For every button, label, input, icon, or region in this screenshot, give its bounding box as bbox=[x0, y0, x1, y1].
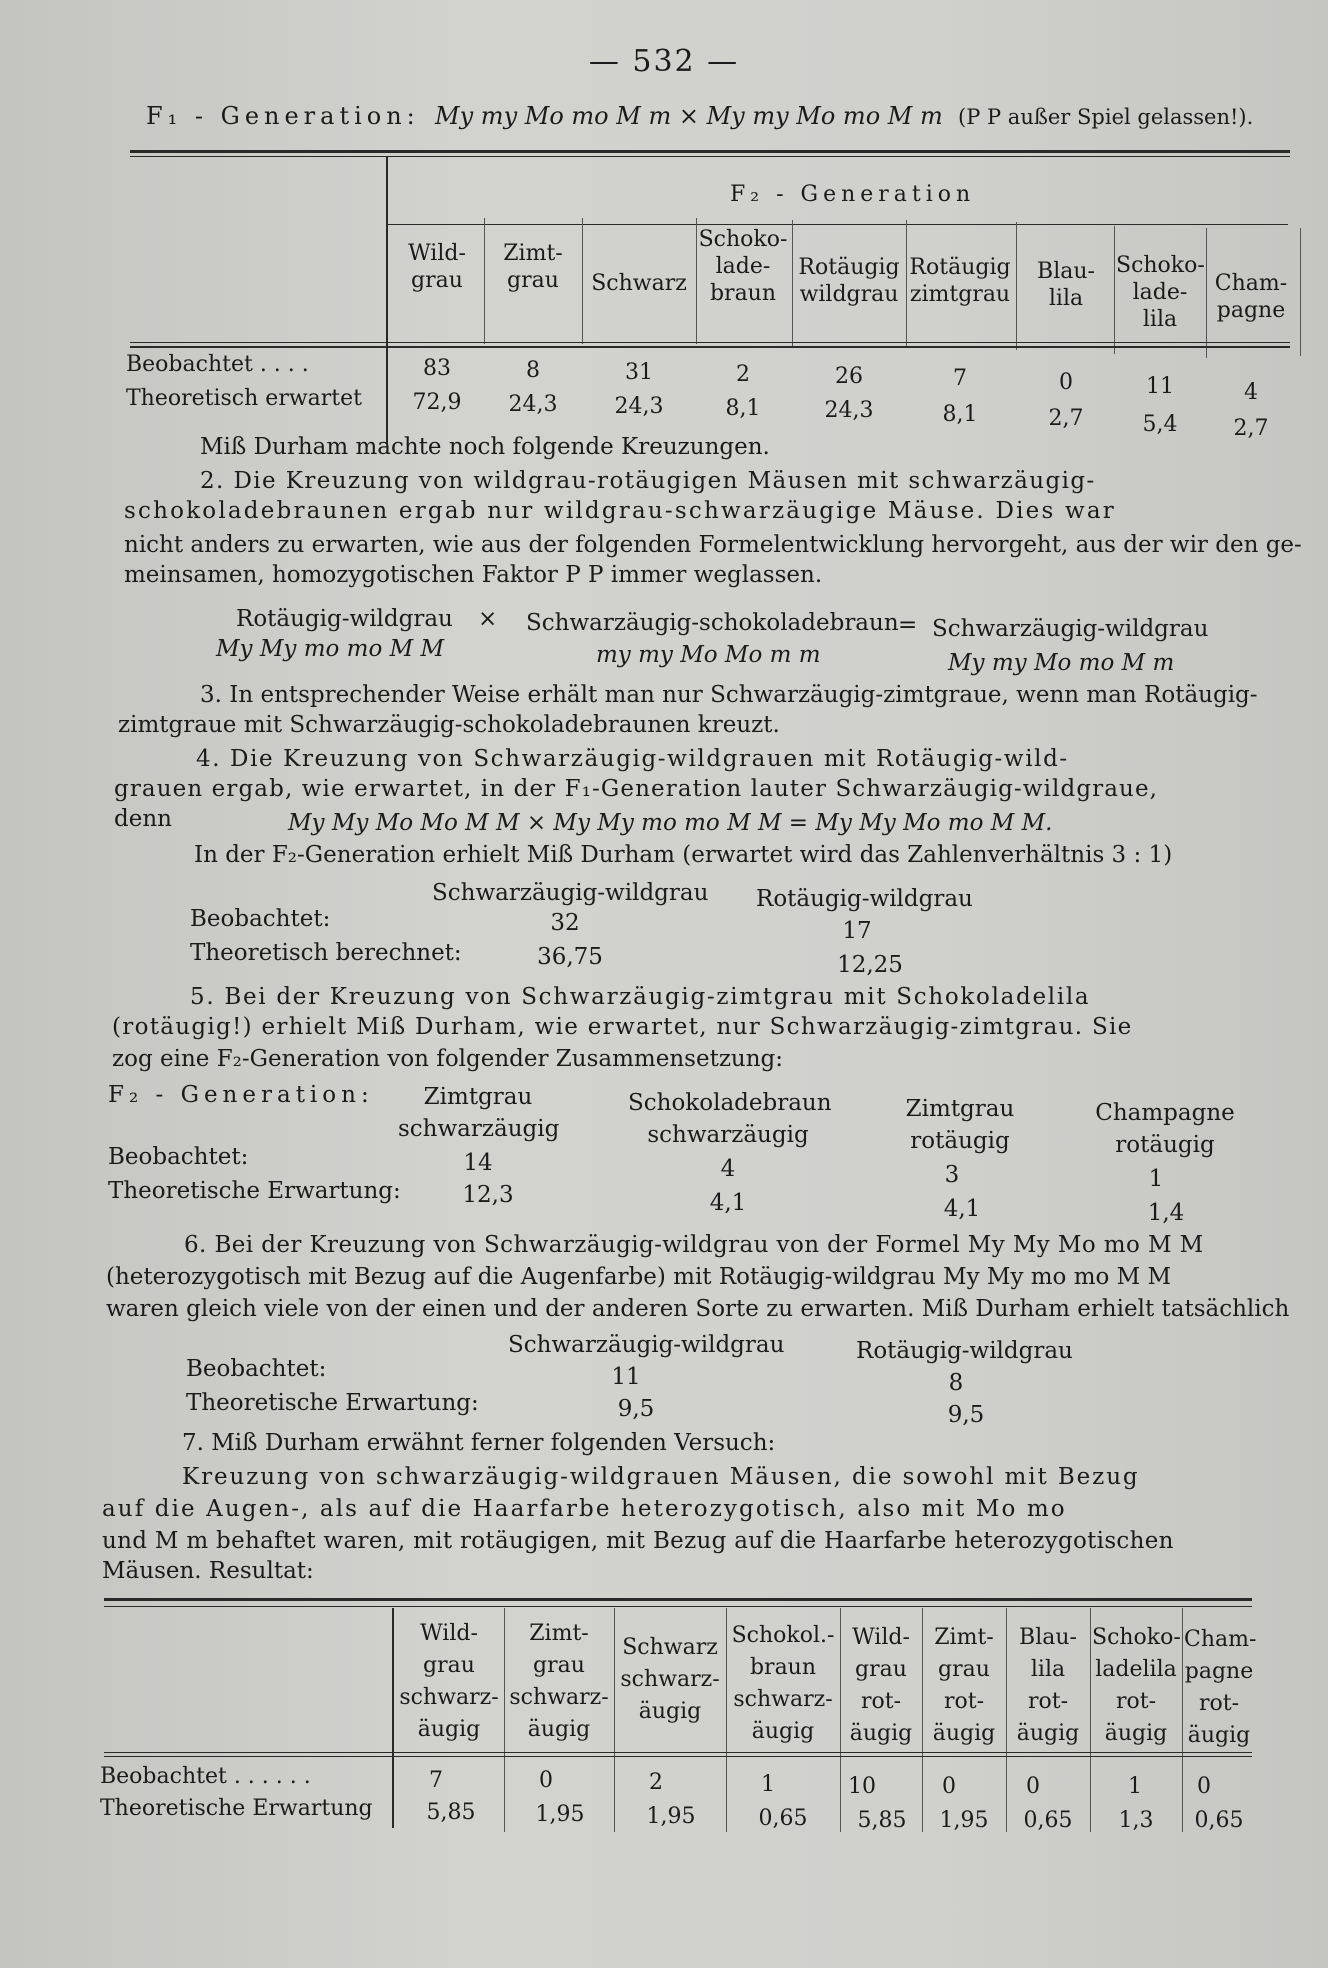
text-line: (rotäugig!) erhielt Miß Durham, wie erwartet, nur Schwarzäugig-zimtgrau. Sie bbox=[112, 1014, 1133, 1040]
text-line: In der F₂-Generation erhielt Miß Durham (erwartet wird das Zahlenverhältnis 3 : 1) bbox=[194, 842, 1173, 868]
table-cell: 1 bbox=[1128, 1774, 1142, 1799]
column-header: Wild-grau bbox=[408, 241, 466, 293]
table-cell: 5,85 bbox=[857, 1808, 907, 1833]
table-cell: 2 bbox=[649, 1770, 663, 1795]
table-cell: 0 bbox=[539, 1768, 553, 1793]
cross-formula-term: my my Mo Mo m m bbox=[596, 642, 821, 668]
table-cell: 8,1 bbox=[725, 396, 761, 421]
header-line: pagne bbox=[1184, 1659, 1254, 1684]
text-line: Mäusen. Resultat: bbox=[102, 1558, 314, 1584]
header-line: schwarz- bbox=[509, 1685, 609, 1710]
header-line: schwarz- bbox=[733, 1687, 833, 1712]
cross-formula-term: My my Mo mo M m bbox=[948, 650, 1175, 676]
f1-label: F₁ - Generation: bbox=[146, 102, 420, 130]
header-line: Blau- bbox=[1019, 1625, 1077, 1650]
table-cell: 11 bbox=[611, 1364, 641, 1390]
header-line: schwarz- bbox=[399, 1685, 499, 1710]
paragraph-durham: Miß Durham machte noch folgende Kreuzungen. bbox=[200, 434, 770, 460]
header-line: äugig bbox=[417, 1717, 481, 1742]
column-header bbox=[1184, 1624, 1257, 1752]
table-cell: 1,95 bbox=[939, 1808, 989, 1833]
table-cell: 1 bbox=[1148, 1166, 1164, 1192]
text-line: Kreuzung von schwarzäugig-wildgrauen Mäusen, die sowohl mit Bezug bbox=[182, 1464, 1140, 1490]
text-line: 5. Bei der Kreuzung von Schwarzäugig-zimtgrau mit Schokoladelila bbox=[190, 984, 1091, 1010]
column-header: Cham-pagne bbox=[1214, 271, 1288, 323]
header-line: Zimt- bbox=[934, 1625, 994, 1650]
table-cell: 5,85 bbox=[426, 1800, 476, 1825]
table-cell: 5,4 bbox=[1142, 412, 1178, 437]
header-line: grau bbox=[423, 1653, 475, 1678]
column-header: Zimt-grau bbox=[503, 241, 563, 293]
column-header bbox=[924, 1622, 1004, 1750]
column-header: schwarzäugig bbox=[398, 1116, 560, 1142]
header-line: äugig bbox=[1016, 1721, 1080, 1746]
table-cell: 10 bbox=[848, 1774, 876, 1799]
header-line: äugig bbox=[751, 1719, 815, 1744]
table-cell: 1,3 bbox=[1118, 1808, 1154, 1833]
row-label: Theoretische Erwartung bbox=[100, 1796, 373, 1821]
row-label: Theoretische Erwartung: bbox=[186, 1390, 479, 1416]
table-cell: 1,95 bbox=[535, 1802, 585, 1827]
text-line: waren gleich viele von der einen und der anderen Sorte zu erwarten. Miß Durham erhielt tatsächlich bbox=[106, 1296, 1290, 1322]
column-header: Rotäugig zimtgrau bbox=[909, 255, 1011, 307]
row-label: Beobachtet . . . . bbox=[126, 352, 309, 377]
page-number: — 532 — bbox=[588, 44, 740, 79]
text-line: nicht anders zu erwarten, wie aus der folgenden Formelentwicklung hervorgeht, aus der wir den ge- bbox=[124, 532, 1302, 558]
table-cell: 7 bbox=[953, 366, 967, 391]
text-line: 6. Bei der Kreuzung von Schwarzäugig-wildgrau von der Formel My My Mo mo M M bbox=[184, 1232, 1204, 1258]
text-line: grauen ergab, wie erwartet, in der F₁-Generation lauter Schwarzäugig-wildgraue, bbox=[114, 776, 1159, 802]
text-line: schokoladebraunen ergab nur wildgrau-schwarzäugige Mäuse. Dies war bbox=[124, 498, 1116, 524]
column-header: Blau-lila bbox=[1037, 259, 1095, 311]
header-line: grau bbox=[855, 1657, 907, 1682]
row-label: Beobachtet: bbox=[108, 1144, 249, 1170]
table-cell: 0,65 bbox=[1194, 1808, 1244, 1833]
header-line: äugig bbox=[1104, 1721, 1168, 1746]
cross-term: Schwarzäugig-schokoladebraun bbox=[526, 610, 899, 636]
header-line: rot- bbox=[860, 1689, 902, 1714]
column-header: schwarzäugig bbox=[647, 1122, 809, 1148]
column-header: rotäugig bbox=[910, 1128, 1010, 1154]
equals-symbol: = bbox=[898, 612, 918, 638]
table-cell: 0,65 bbox=[758, 1806, 808, 1831]
header-line: lila bbox=[1030, 1657, 1066, 1682]
row-label: Beobachtet . . . . . . bbox=[100, 1764, 311, 1789]
header-line: grau bbox=[533, 1653, 585, 1678]
table-cell: 24,3 bbox=[614, 394, 664, 419]
row-label: Beobachtet: bbox=[190, 906, 331, 932]
column-header: Zimtgrau bbox=[905, 1096, 1015, 1122]
table-cell: 9,5 bbox=[617, 1396, 655, 1422]
table-cell: 0 bbox=[942, 1774, 956, 1799]
column-header: Rotäugig-wildgrau bbox=[756, 886, 973, 912]
table-cell: 24,3 bbox=[508, 392, 558, 417]
header-line: Schoko- bbox=[1092, 1625, 1181, 1650]
text-line: 2. Die Kreuzung von wildgrau-rotäugigen Mäusen mit schwarzäugig- bbox=[200, 468, 1096, 494]
column-header: Champagne bbox=[1095, 1100, 1235, 1126]
text-line: zimtgraue mit Schwarzäugig-schokoladebraunen kreuzt. bbox=[118, 712, 780, 738]
f1-generation-line bbox=[146, 102, 1253, 130]
text-line: (heterozygotisch mit Bezug auf die Augenfarbe) mit Rotäugig-wildgrau My My mo mo M M bbox=[106, 1264, 1172, 1290]
column-header: Schwarzäugig-wildgrau bbox=[432, 880, 709, 906]
table-cell: 32 bbox=[550, 910, 580, 936]
header-line: Cham- bbox=[1184, 1627, 1257, 1652]
table-cell: 36,75 bbox=[537, 944, 603, 970]
table-cell: 2,7 bbox=[1233, 416, 1269, 441]
header-line: Schokol.- bbox=[731, 1623, 835, 1648]
table-cell: 1,4 bbox=[1147, 1200, 1185, 1226]
header-line: Wild- bbox=[420, 1621, 478, 1646]
text-line: meinsamen, homozygotischen Faktor P P immer weglassen. bbox=[124, 562, 823, 588]
header-line: Wild- bbox=[852, 1625, 910, 1650]
table-cell: 0 bbox=[1197, 1774, 1211, 1799]
table-cell: 8 bbox=[526, 358, 540, 383]
column-header bbox=[728, 1620, 838, 1748]
table-cell: 1,95 bbox=[646, 1804, 696, 1829]
text-line: 3. In entsprechender Weise erhält man nur Schwarzäugig-zimtgraue, wenn man Rotäugig- bbox=[200, 682, 1258, 708]
text-line: 7. Miß Durham erwähnt ferner folgenden Versuch: bbox=[182, 1430, 776, 1456]
cross-term: Rotäugig-wildgrau bbox=[236, 606, 453, 632]
table-cell: 24,3 bbox=[824, 398, 874, 423]
table-cell: 12,3 bbox=[462, 1182, 514, 1208]
times-symbol: × bbox=[478, 606, 498, 632]
header-line: schwarz- bbox=[620, 1667, 720, 1692]
header-line: Zimt- bbox=[529, 1621, 589, 1646]
column-header: Schoko-lade-lila bbox=[1116, 253, 1205, 332]
header-line: grau bbox=[938, 1657, 990, 1682]
header-line: rot- bbox=[943, 1689, 985, 1714]
column-header bbox=[842, 1622, 920, 1750]
column-header bbox=[396, 1618, 502, 1746]
header-line: äugig bbox=[1187, 1723, 1251, 1748]
cross-formula-term: My My mo mo M M bbox=[216, 636, 445, 662]
table-cell: 0 bbox=[1026, 1774, 1040, 1799]
column-header: Zimtgrau bbox=[423, 1084, 533, 1110]
header-line: äugig bbox=[932, 1721, 996, 1746]
table-cell: 3 bbox=[944, 1162, 960, 1188]
generation-label: F₂ - Generation: bbox=[108, 1082, 374, 1108]
table-cell: 8 bbox=[948, 1370, 964, 1396]
cross-term: Schwarzäugig-wildgrau bbox=[932, 616, 1209, 642]
table-cell: 2,7 bbox=[1048, 406, 1084, 431]
column-header bbox=[1008, 1622, 1088, 1750]
header-line: rot- bbox=[1198, 1691, 1240, 1716]
table-cell: 26 bbox=[835, 364, 863, 389]
f1-formula: My my Mo mo M m × My my Mo mo M m bbox=[435, 102, 943, 130]
table-cell: 31 bbox=[625, 360, 653, 385]
table-cell: 4 bbox=[1244, 380, 1258, 405]
column-header bbox=[616, 1632, 724, 1728]
text-line: und M m behaftet waren, mit rotäugigen, mit Bezug auf die Haarfarbe heterozygotischen bbox=[102, 1528, 1174, 1554]
table-cell: 7 bbox=[429, 1768, 443, 1793]
table-cell: 14 bbox=[463, 1150, 493, 1176]
header-line: äugig bbox=[527, 1717, 591, 1742]
row-label: Theoretische Erwartung: bbox=[108, 1178, 401, 1204]
table-cell: 0 bbox=[1059, 370, 1073, 395]
f2-generation-header: F₂ - Generation bbox=[730, 182, 976, 207]
column-header: Schwarzäugig-wildgrau bbox=[508, 1332, 785, 1358]
header-line: Schwarz bbox=[622, 1635, 718, 1660]
column-header: Schoko-lade-braun bbox=[698, 227, 788, 306]
column-header: rotäugig bbox=[1115, 1132, 1215, 1158]
text-line: auf die Augen-, als auf die Haarfarbe heterozygotisch, also mit Mo mo bbox=[102, 1496, 1067, 1522]
table-cell: 2 bbox=[736, 362, 750, 387]
header-line: rot- bbox=[1115, 1689, 1157, 1714]
column-header: Schokoladebraun bbox=[628, 1090, 832, 1116]
table-cell: 0,65 bbox=[1023, 1808, 1073, 1833]
header-line: braun bbox=[749, 1655, 817, 1680]
table-cell: 1 bbox=[761, 1772, 775, 1797]
table-cell: 4 bbox=[720, 1156, 736, 1182]
text-line: 4. Die Kreuzung von Schwarzäugig-wildgrauen mit Rotäugig-wild- bbox=[196, 746, 1069, 772]
table-cell: 83 bbox=[423, 356, 451, 381]
header-line: rot- bbox=[1027, 1689, 1069, 1714]
f1-note: (P P außer Spiel gelassen!). bbox=[958, 105, 1254, 129]
row-label: Theoretisch erwartet bbox=[126, 386, 362, 411]
header-line: ladelila bbox=[1095, 1657, 1177, 1682]
table-cell: 4,1 bbox=[943, 1196, 981, 1222]
column-header: Schwarz bbox=[591, 271, 687, 296]
formula-line: My My Mo Mo M M × My My mo mo M M = My My Mo mo M M. bbox=[288, 810, 1053, 836]
header-line: äugig bbox=[849, 1721, 913, 1746]
row-label: Beobachtet: bbox=[186, 1356, 327, 1382]
table-cell: 12,25 bbox=[837, 952, 903, 978]
column-header: Rotäugig-wildgrau bbox=[856, 1338, 1073, 1364]
table-cell: 72,9 bbox=[412, 390, 462, 415]
table-cell: 4,1 bbox=[709, 1190, 747, 1216]
text-line: zog eine F₂-Generation von folgender Zusammensetzung: bbox=[112, 1046, 784, 1072]
column-header bbox=[1092, 1622, 1180, 1750]
column-header: Rotäugig wildgrau bbox=[798, 255, 900, 307]
table-cell: 17 bbox=[842, 918, 872, 944]
table-cell: 9,5 bbox=[947, 1402, 985, 1428]
text-line: denn bbox=[114, 806, 172, 832]
table-cell: 8,1 bbox=[942, 402, 978, 427]
row-label: Theoretisch berechnet: bbox=[190, 940, 462, 966]
table-cell: 11 bbox=[1146, 374, 1174, 399]
column-header bbox=[506, 1618, 612, 1746]
header-line: äugig bbox=[638, 1699, 702, 1724]
